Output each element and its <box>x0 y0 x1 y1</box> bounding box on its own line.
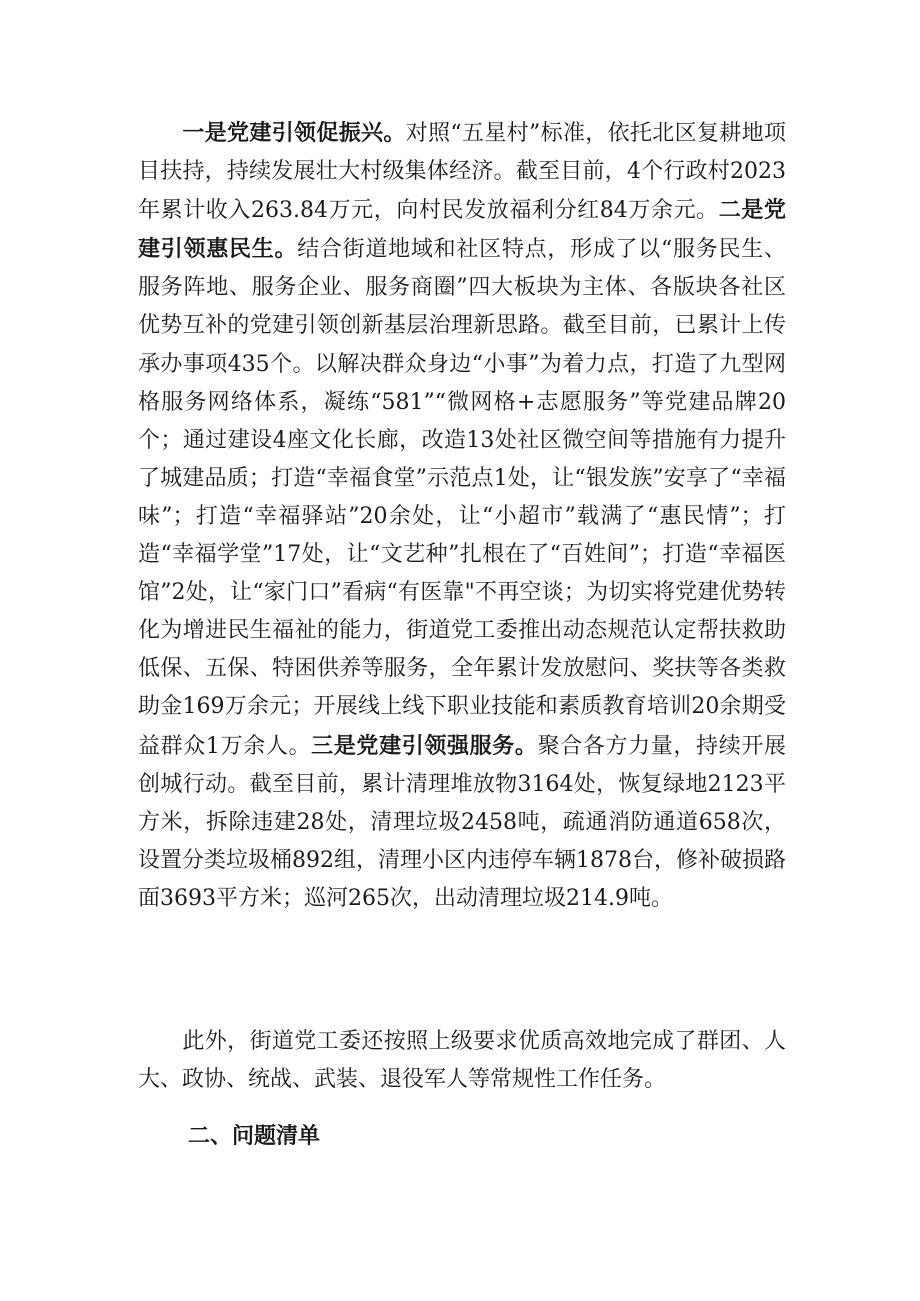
point-3-label: 三是党建引领强服务。 <box>311 732 538 759</box>
point-1-text: 对照“五星村”标准，依托北区复耕地项目扶持，持续发展壮大村级集体经济。截至目前，4个行政村2023年累计收入263.84万元，向村民发放福利分红84万余元。 <box>138 121 786 224</box>
point-2-label: 二是党建引领惠民生。 <box>138 197 786 263</box>
section-heading: 二、问题清单 <box>188 1123 321 1149</box>
body-paragraph-other-work <box>138 1023 786 1099</box>
point-3-text: 聚合各方力量，持续开展创城行动。截至目前，累计清理堆放物3164处，恢复绿地2123平方米，拆除违建28处，清理垃圾2458吨，疏通消防通道658次，设置分类垃圾桶892组，清理小区内违停车辆1878台，修补破损路面3693平方米；巡河265次，出动清理垃圾214.9吨。 <box>138 733 786 911</box>
other-work-text: 此外，街道党工委还按照上级要求优质高效地完成了群团、人大、政协、统战、武装、退役军人等常规性工作任务。 <box>138 1029 786 1093</box>
point-1-label: 一是党建引领促振兴。 <box>182 120 406 146</box>
point-2-text: 结合街道地域和社区特点，形成了以“服务民生、服务阵地、服务企业、服务商圈”四大板块为主体、各版块各社区优势互补的党建引领创新基层治理新思路。截至目前，已累计上传承办事项435个。以解决群众身边“小事”为着力点，打造了九型网格服务网络体系，凝练“581”“微网格+志愿服务”等党建品牌20个；通过建设4座文化长廊，改造13处社区微空间等措施有力提升了城建品质；打造“幸福食堂”示范点1处，让“银发族”安享了“幸福味”；打造“幸福驿站”20余处，让“小超市”载满了“惠民情”；打造“幸福学堂”17处，让“文艺种”扎根在了“百姓间”；打造“幸福医馆”2处，让“家门口”看病“有医靠"不再空谈；为切实将党建优势转化为增进民生福祉的能力，街道党工委推出动态规范认定帮扶救助低保、五保、特困供养等服务，全年累计发放慰问、奖扶等各类救助金169万余元；开展线上线下职业技能和素质教育培训20余期受益群众1万余人。 <box>138 237 786 759</box>
body-paragraph-achievements <box>138 114 786 918</box>
